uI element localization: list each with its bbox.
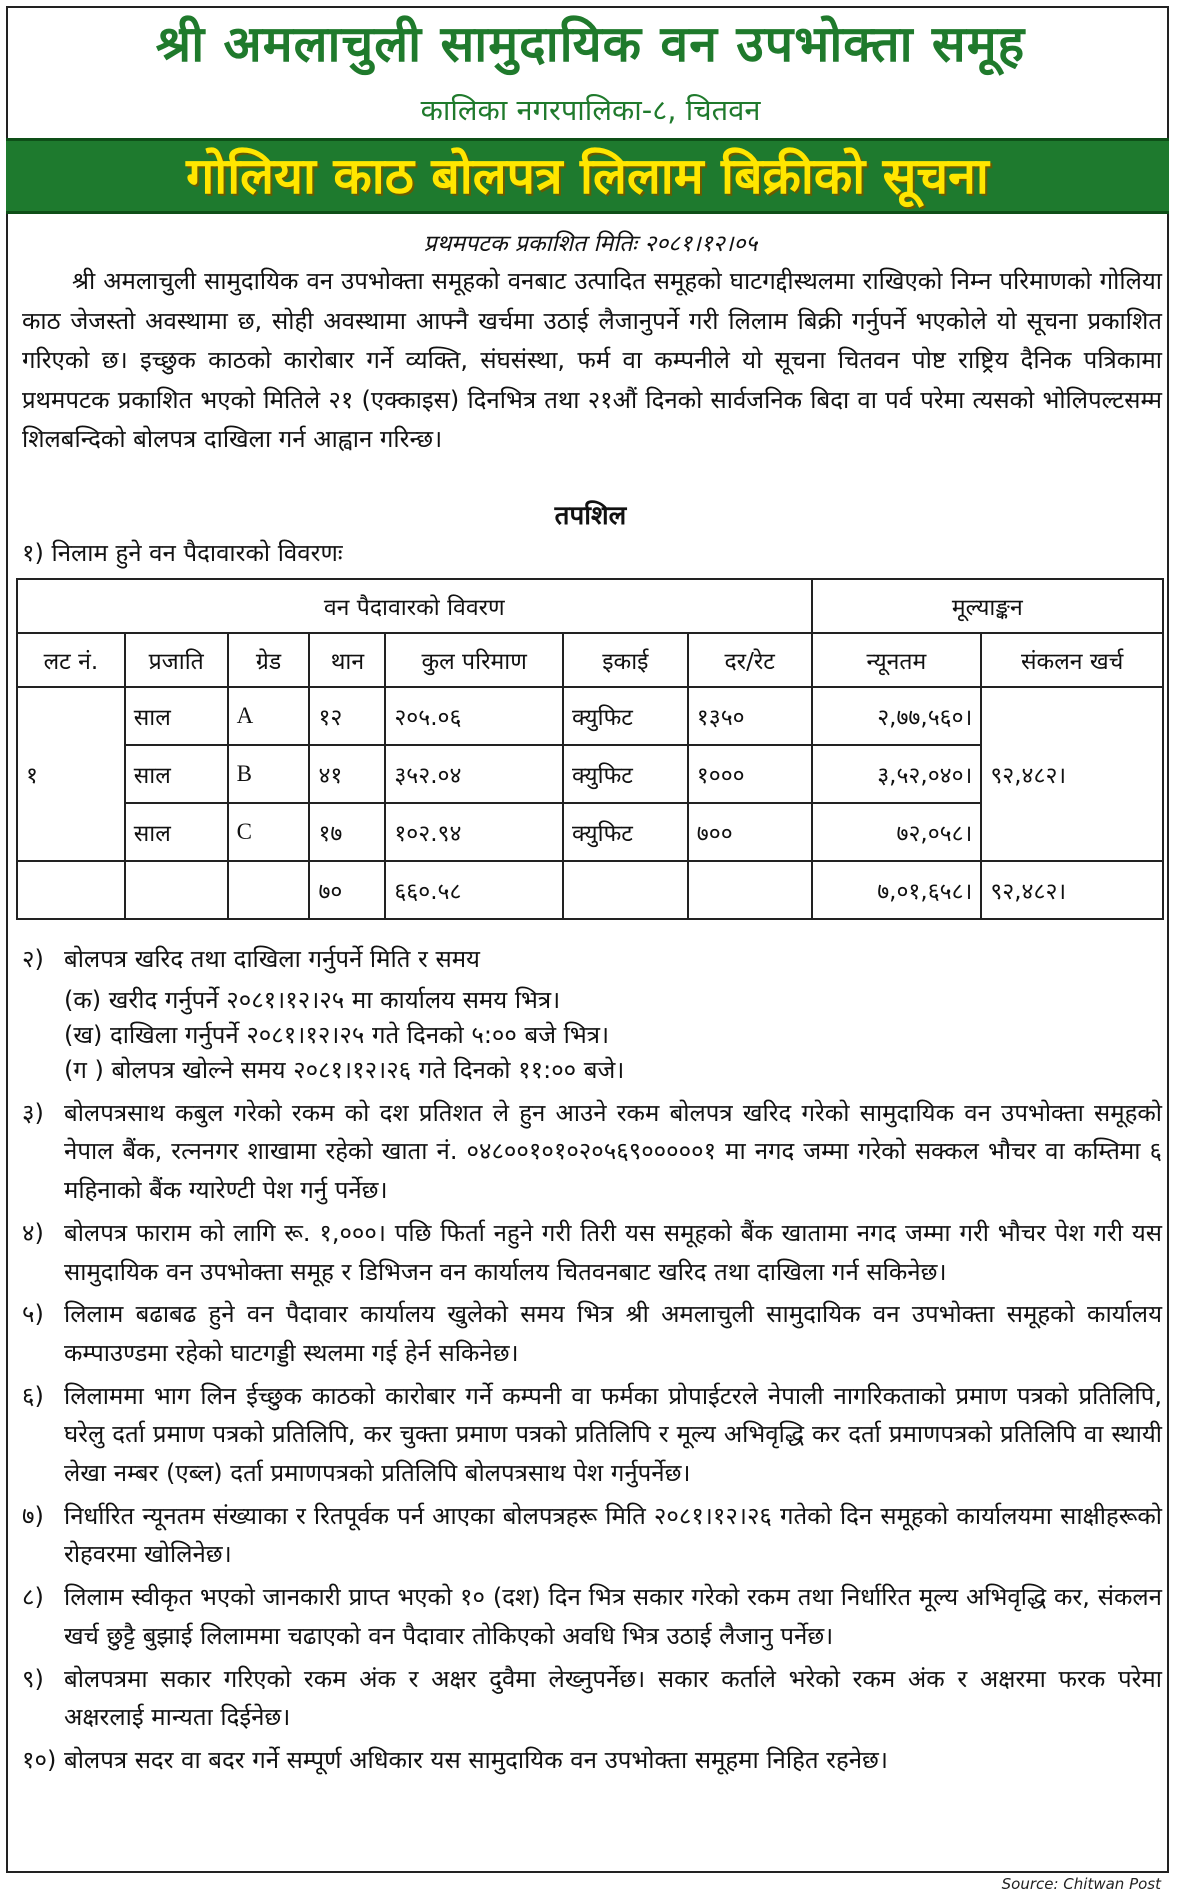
species-cell: साल xyxy=(125,745,228,803)
empty-cell xyxy=(688,861,812,919)
volume-cell: २०५.०६ xyxy=(385,687,563,745)
group-header-forest-product: वन पैदावारको विवरण xyxy=(17,579,812,633)
total-collection-cost-cell: ९२,४८२। xyxy=(981,861,1163,919)
list-item-text: बोलपत्र फाराम को लागि रू. १,०००। पछि फिर्ता नहुने गरी तिरी यस समूहको बैंक खातामा नगद जम्मा गरी भौचर पेश गरी यस सामुदायिक वन उपभोक्ता समूह र डिभिजन वन कार्यालय चितवनबाट खरिद तथा दाखिला गर्न सकिनेछ। xyxy=(64,1218,1162,1286)
item-1-text: निलाम हुने वन पैदावारको विवरणः xyxy=(51,539,343,567)
empty-cell xyxy=(228,861,310,919)
lot-number-cell: १ xyxy=(17,687,125,861)
species-cell: साल xyxy=(125,687,228,745)
rate-cell: १००० xyxy=(688,745,812,803)
column-header: थान xyxy=(309,633,385,687)
source-credit: Source: Chitwan Post xyxy=(1001,1875,1161,1893)
notice-title: गोलिया काठ बोलपत्र लिलाम बिक्रीको सूचना xyxy=(186,147,989,205)
column-header: इकाई xyxy=(563,633,688,687)
total-count-cell: ७० xyxy=(309,861,385,919)
column-header: ग्रेड xyxy=(228,633,310,687)
list-item-text: बोलपत्र सदर वा बदर गर्ने सम्पूर्ण अधिकार यस सामुदायिक वन उपभोक्ता समूहमा निहित रहनेछ। xyxy=(64,1745,888,1774)
list-item-number: ९) xyxy=(22,1664,44,1693)
sub-item: (क) खरीद गर्नुपर्ने २०८१।१२।२५ मा कार्यालय समय भित्र। xyxy=(64,985,561,1014)
list-item xyxy=(22,1094,1162,1210)
list-item xyxy=(22,940,1162,979)
table-group-header-row xyxy=(17,579,1163,633)
list-item-number: १०) xyxy=(22,1745,57,1774)
organization-name: श्री अमलाचुली सामुदायिक वन उपभोक्ता समूह xyxy=(155,15,1026,73)
sub-item: (ख) दाखिला गर्नुपर्ने २०८१।१२।२५ गते दिनको ५:०० बजे भित्र। xyxy=(64,1020,610,1049)
minimum-cell: २,७७,५६०। xyxy=(812,687,982,745)
rate-cell: १३५० xyxy=(688,687,812,745)
table-total-row xyxy=(17,861,1163,919)
group-header-valuation: मूल्याङ्कन xyxy=(812,579,1163,633)
minimum-cell: ७२,०५८। xyxy=(812,803,982,861)
grade-cell: B xyxy=(228,745,310,803)
volume-cell: १०२.९४ xyxy=(385,803,563,861)
list-item xyxy=(22,1578,1162,1655)
organization-address: कालिका नगरपालिका-८, चितवन xyxy=(420,93,761,127)
count-cell: ४१ xyxy=(309,745,385,803)
item-1 xyxy=(22,537,343,569)
list-item-number: ८) xyxy=(22,1583,44,1612)
count-cell: १७ xyxy=(309,803,385,861)
schedule-heading: तपशिल xyxy=(554,501,627,531)
list-item xyxy=(22,1295,1162,1372)
list-item-number: ३) xyxy=(22,1098,44,1127)
list-item-number: २) xyxy=(22,945,44,973)
empty-cell xyxy=(563,861,688,919)
list-item-number: ४) xyxy=(22,1218,44,1247)
column-header: दर/रेट xyxy=(688,633,812,687)
species-cell: साल xyxy=(125,803,228,861)
grade-cell: A xyxy=(228,687,310,745)
list-item-text: बोलपत्रसाथ कबुल गरेको रकम को दश प्रतिशत ले हुन आउने रकम बोलपत्र खरिद गरेको सामुदायिक वन उपभोक्ता समूहको नेपाल बैंक, रत्ननगर शाखामा रहेको खाता नं. ०४८००१०१०२०५६९०००००१ मा नगद जम्मा गरेको सक्कल भौचर वा कम्तिमा ६ महिनाको बैंक ग्यारेण्टी पेश गर्नु पर्नेछ। xyxy=(64,1098,1162,1205)
list-item-text: लिलाम स्वीकृत भएको जानकारी प्राप्त भएको १० (दश) दिन भित्र सकार गरेको रकम तथा निर्धारित मूल्य अभिवृद्धि कर, संकलन खर्च छुट्टै बुझाई लिलाममा चढाएको वन पैदावार तोकिएको अवधि भित्र उठाई लैजानु पर्नेछ। xyxy=(64,1583,1162,1650)
column-header: संकलन खर्च xyxy=(981,633,1163,687)
count-cell: १२ xyxy=(309,687,385,745)
total-minimum-cell: ७,०१,६५८। xyxy=(812,861,982,919)
list-item xyxy=(22,1497,1162,1574)
list-item xyxy=(22,1214,1162,1291)
column-header: न्यूनतम xyxy=(812,633,982,687)
minimum-cell: ३,५२,०४०। xyxy=(812,745,982,803)
unit-cell: क्युफिट xyxy=(563,803,688,861)
table-column-header-row xyxy=(17,633,1163,687)
sub-item: (ग ) बोलपत्र खोल्ने समय २०८१।१२।२६ गते दिनको ११:०० बजे। xyxy=(64,1055,625,1084)
timber-lot-table xyxy=(16,578,1164,920)
notice-title-banner xyxy=(6,138,1169,214)
unit-cell: क्युफिट xyxy=(563,687,688,745)
empty-cell xyxy=(125,861,228,919)
list-item-number: ५) xyxy=(22,1300,44,1329)
column-header: कुल परिमाण xyxy=(385,633,563,687)
list-item-number: ७) xyxy=(22,1501,44,1530)
empty-cell xyxy=(17,861,125,919)
first-published-date: प्रथमपटक प्रकाशित मितिः २०८१।१२।०५ xyxy=(423,231,758,257)
column-header: लट नं. xyxy=(17,633,125,687)
item-1-number: १) xyxy=(22,539,44,567)
list-item xyxy=(22,1741,1162,1780)
table-row xyxy=(17,687,1163,745)
list-item-text: लिलाममा भाग लिन ईच्छुक काठको कारोबार गर्ने कम्पनी वा फर्मका प्रोपाईटरले नेपाली नागरिकताको प्रमाण पत्रको प्रतिलिपि, घरेलु दर्ता प्रमाण पत्रको प्रतिलिपि, कर चुक्ता प्रमाण पत्रको प्रतिलिपि र मूल्य अभिवृद्धि कर दर्ता प्रमाणपत्रको प्रतिलिपि वा स्थायी लेखा नम्बर (एब्ल) दर्ता प्रमाणपत्रको प्रतिलिपि बोलपत्रसाथ पेश गर्नुपर्नेछ। xyxy=(64,1381,1162,1488)
rate-cell: ७०० xyxy=(688,803,812,861)
grade-cell: C xyxy=(228,803,310,861)
conditions-list xyxy=(22,940,1162,1784)
list-item-text: बोलपत्र खरिद तथा दाखिला गर्नुपर्ने मिति र समय xyxy=(64,945,480,973)
collection-cost-cell: ९२,४८२। xyxy=(981,687,1163,861)
list-item-number: ६) xyxy=(22,1381,44,1410)
total-volume-cell: ६६०.५८ xyxy=(385,861,563,919)
list-item-text: निर्धारित न्यूनतम संख्याका र रितपूर्वक पर्न आएका बोलपत्रहरू मिति २०८१।१२।२६ गतेको दिन समूहको कार्यालयमा साक्षीहरूको रोहवरमा खोलिनेछ। xyxy=(64,1501,1162,1569)
list-item xyxy=(22,1660,1162,1737)
volume-cell: ३५२.०४ xyxy=(385,745,563,803)
intro-paragraph: श्री अमलाचुली सामुदायिक वन उपभोक्ता समूहको वनबाट उत्पादित समूहको घाटगद्दीस्थलमा राखिएको निम्न परिमाणको गोलिया काठ जेजस्तो अवस्थामा छ, सोही अवस्थामा आफ्नै खर्चमा उठाई लैजानुपर्ने गरी लिलाम बिक्री गर्नुपर्ने भएकोले यो सूचना प्रकाशित गरिएको छ। इच्छुक काठको कारोबार गर्ने व्यक्ति, संघसंस्था, फर्म वा कम्पनीले यो सूचना चितवन पोष्ट राष्ट्रिय दैनिक पत्रिकामा प्रथमपटक प्रकाशित भएको मितिले २१ (एक्काइस) दिनभित्र तथा २१औं दिनको सार्वजनिक बिदा वा पर्व परेमा त्यसको भोलिपल्टसम्म शिलबन्दिको बोलपत्र दाखिला गर्न आह्वान गरिन्छ। xyxy=(22,267,1162,454)
list-item-text: लिलाम बढाबढ हुने वन पैदावार कार्यालय खुलेको समय भित्र श्री अमलाचुली सामुदायिक वन उपभोक्ता समूहको कार्यालय कम्पाउण्डमा रहेको घाटगड्डी स्थलमा गई हेर्न सकिनेछ। xyxy=(64,1300,1162,1367)
unit-cell: क्युफिट xyxy=(563,745,688,803)
list-item xyxy=(22,1377,1162,1493)
list-item-text: बोलपत्रमा सकार गरिएको रकम अंक र अक्षर दुवैमा लेख्नुपर्नेछ। सकार कर्ताले भरेको रकम अंक र अक्षरमा फरक परेमा अक्षरलाई मान्यता दिईनेछ। xyxy=(64,1664,1162,1732)
column-header: प्रजाति xyxy=(125,633,228,687)
